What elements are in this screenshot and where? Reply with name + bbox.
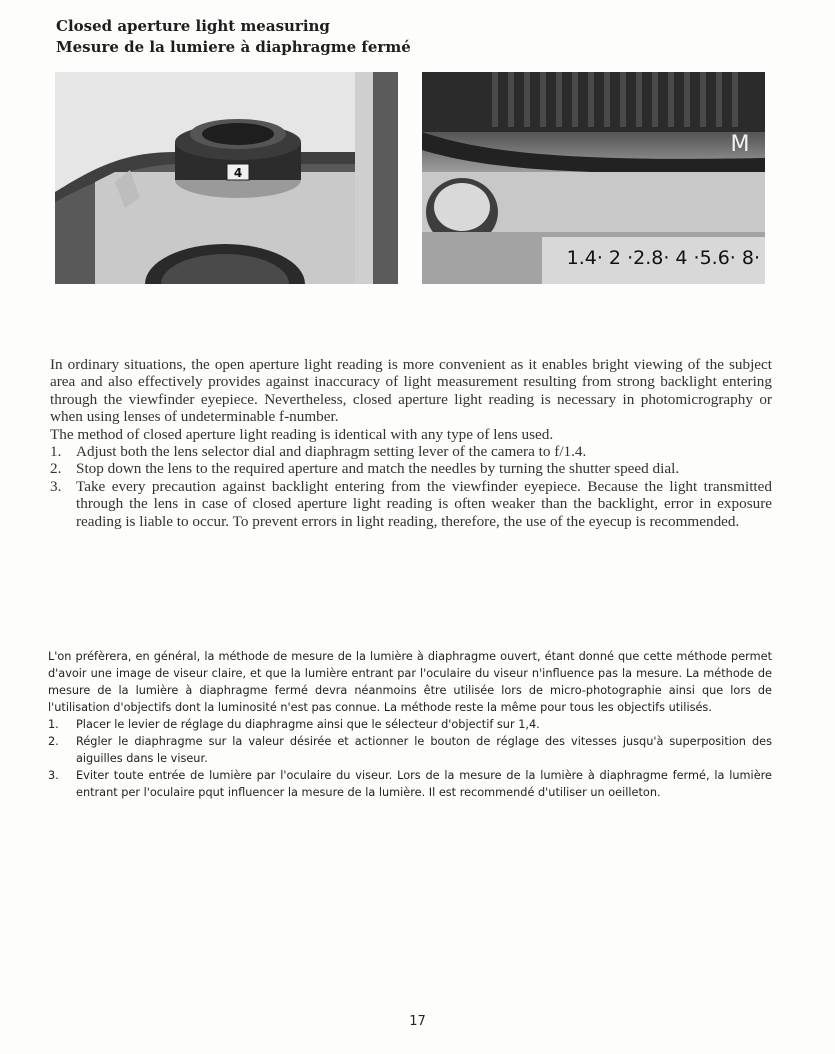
english-steps — [50, 443, 772, 530]
step-text: Placer le levier de réglage du diaphragme ainsi que le sélecteur d'objectif sur 1,4. — [76, 718, 540, 731]
french-intro: L'on préfèrera, en général, la méthode de mesure de la lumière à diaphragme ouvert, étant donné que cette méthode permet d'avoir une image de viseur claire, et que la lumière entrant par l'oculaire du viseur n'influence pas la mesure. La méthode de mesure de la lumière à diaphragme fermé devra néanmoins être utilisée lors de micro-photographie ainsi que lors de l'utilisation d'objectifs dont la luminosité n'est pas connue. La méthode reste la même pour tous les objectifs utilisés. — [48, 650, 772, 714]
english-method: The method of closed aperture light reading is identical with any type of lens used. — [50, 425, 554, 443]
step-text: Stop down the lens to the required aperture and match the needles by turning the shutter speed dial. — [76, 460, 680, 478]
lens-aperture-photo — [422, 72, 765, 284]
french-section — [48, 648, 772, 801]
aperture-scale: 1.4· 2 ·2.8· 4 ·5.6· 8· — [566, 247, 760, 269]
english-step — [50, 460, 772, 477]
title-english: Closed aperture light measuring — [56, 17, 330, 35]
step-number: 3. — [50, 477, 62, 495]
english-step — [50, 478, 772, 530]
camera-dial-illustration — [55, 72, 398, 284]
step-text: Adjust both the lens selector dial and diaphragm setting lever of the camera to f/1.4. — [76, 443, 587, 461]
title-french: Mesure de la lumiere à diaphragme fermé — [56, 38, 411, 56]
section-title — [56, 16, 411, 58]
french-step — [48, 767, 772, 801]
french-step — [48, 733, 772, 767]
french-steps — [48, 716, 772, 801]
camera-dial-photo — [55, 72, 398, 284]
step-number: 3. — [48, 769, 59, 782]
step-number: 1. — [50, 443, 62, 461]
dial-label: 4 — [233, 166, 243, 180]
english-section — [50, 356, 772, 530]
lens-aperture-illustration — [422, 72, 765, 284]
step-text: Take every precaution against backlight entering from the viewfinder eyepiece. Because the light transmitted through the lens in case of closed aperture light reading is often weaker than the backlight, error in exposure reading is liable to occur. To prevent errors in light reading, therefore, the use of the eyecup is recommended. — [76, 477, 772, 530]
step-text: Eviter toute entrée de lumière par l'oculaire du viseur. Lors de la mesure de la lumière à diaphragme fermé, la lumière entrant per l'oculaire pqut influencer la mesure de la lumière. Il est recommendé d'utiliser un oeilleton. — [76, 769, 772, 799]
step-number: 1. — [48, 718, 59, 731]
english-step — [50, 443, 772, 460]
lens-mount-letter: M — [730, 132, 750, 157]
page-number: 17 — [409, 1014, 426, 1029]
step-number: 2. — [48, 735, 59, 748]
step-text: Régler le diaphragme sur la valeur désirée et actionner le bouton de réglage des vitesses jusqu'à superposition des aiguilles dans le viseur. — [76, 735, 772, 765]
french-step — [48, 716, 772, 733]
step-number: 2. — [50, 460, 62, 478]
english-intro: In ordinary situations, the open aperture light reading is more convenient as it enables bright viewing of the subject area and also effectively provides against inaccuracy of light measurement resulting from strong backlight entering through the viewfinder eyepiece. Nevertheless, closed aperture light reading is necessary in photomicrography or when using lenses of undeterminable f-number. — [50, 356, 772, 426]
